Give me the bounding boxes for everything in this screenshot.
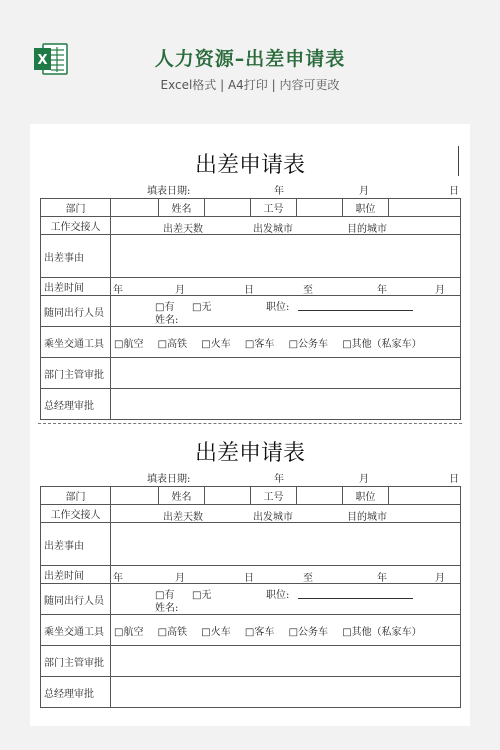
transport-train[interactable]: □火车 — [201, 338, 231, 350]
form-title: 出差申请表 — [194, 441, 305, 466]
trip-form-2 — [0, 436, 500, 726]
none-checkbox[interactable]: □无 — [192, 302, 212, 313]
dept-value[interactable] — [111, 487, 159, 505]
trip-info-cell[interactable] — [111, 217, 461, 235]
transport-other[interactable]: □其他（私家车） — [342, 338, 422, 350]
table-row — [41, 327, 461, 358]
companions-label: 随同出行人员 — [41, 296, 111, 327]
table-row — [41, 584, 461, 615]
has-checkbox[interactable]: □有 — [155, 590, 175, 601]
date-year: 年 — [274, 186, 284, 197]
comp-name-label: 姓名: — [155, 603, 179, 614]
position-label: 职位 — [343, 487, 389, 505]
none-checkbox[interactable]: □无 — [192, 590, 212, 601]
dept-label: 部门 — [41, 199, 111, 217]
transport-air[interactable]: □航空 — [114, 338, 144, 350]
handover-label: 工作交接人 — [41, 217, 111, 235]
transport-official[interactable]: □公务车 — [288, 626, 329, 638]
dept-approval-label: 部门主管审批 — [41, 646, 111, 677]
table-row — [41, 199, 461, 217]
position-value[interactable] — [389, 487, 461, 505]
trip-days-label: 出差天数 — [163, 224, 203, 235]
page-subtitle: Excel格式 | A4打印 | 内容可更改 — [160, 78, 340, 92]
table-row — [41, 278, 461, 296]
depart-city-label: 出发城市 — [253, 224, 293, 235]
trip-time-label: 出差时间 — [41, 278, 111, 296]
date-month: 月 — [359, 186, 369, 197]
name-value[interactable] — [205, 199, 251, 217]
table-row — [41, 235, 461, 278]
trip-time-value[interactable]: 年 月 日 至 年 月 — [111, 278, 461, 296]
table-row — [41, 358, 461, 389]
transport-options — [111, 615, 461, 646]
reason-value[interactable] — [111, 235, 461, 278]
dest-city-label: 目的城市 — [347, 512, 387, 523]
transport-bus[interactable]: □客车 — [244, 338, 275, 350]
dept-approval-value[interactable] — [111, 358, 461, 389]
table-row — [41, 566, 461, 584]
transport-label: 乘坐交通工具 — [41, 327, 111, 358]
companions-label: 随同出行人员 — [41, 584, 111, 615]
name-label: 姓名 — [159, 487, 205, 505]
table-row — [41, 677, 461, 708]
form-title: 出差申请表 — [194, 153, 305, 178]
comp-position-line — [298, 309, 413, 311]
comp-name-label: 姓名: — [155, 315, 179, 326]
dept-approval-label: 部门主管审批 — [41, 358, 111, 389]
transport-hsr[interactable]: □高铁 — [157, 626, 188, 638]
transport-label: 乘坐交通工具 — [41, 615, 111, 646]
gm-approval-label: 总经理审批 — [41, 677, 111, 708]
transport-hsr[interactable]: □高铁 — [157, 338, 188, 350]
dept-label: 部门 — [41, 487, 111, 505]
reason-label: 出差事由 — [41, 523, 111, 566]
transport-options — [111, 327, 461, 358]
comp-position-line — [298, 597, 413, 599]
gm-approval-label: 总经理审批 — [41, 389, 111, 420]
table-row — [41, 487, 461, 505]
date-year: 年 — [274, 474, 284, 485]
transport-other[interactable]: □其他（私家车） — [342, 626, 422, 638]
table-row — [41, 389, 461, 420]
trip-form-1 — [0, 148, 500, 438]
companions-value[interactable] — [111, 296, 461, 327]
table-row — [41, 523, 461, 566]
transport-train[interactable]: □火车 — [201, 626, 231, 638]
table-row — [41, 615, 461, 646]
gm-approval-value[interactable] — [111, 677, 461, 708]
handover-label: 工作交接人 — [41, 505, 111, 523]
position-label: 职位 — [343, 199, 389, 217]
dept-value[interactable] — [111, 199, 159, 217]
trip-time-value[interactable]: 年 月 日 至 年 月 — [111, 566, 461, 584]
comp-position-label: 职位: — [266, 590, 290, 601]
gm-approval-value[interactable] — [111, 389, 461, 420]
date-day: 日 — [449, 186, 459, 197]
date-day: 日 — [449, 474, 459, 485]
date-label: 填表日期: — [147, 186, 191, 197]
name-value[interactable] — [205, 487, 251, 505]
table-row — [41, 505, 461, 523]
name-label: 姓名 — [159, 199, 205, 217]
table-row — [41, 296, 461, 327]
form-table — [40, 198, 461, 420]
position-value[interactable] — [389, 199, 461, 217]
emp-id-label: 工号 — [251, 199, 297, 217]
transport-official[interactable]: □公务车 — [288, 338, 329, 350]
date-line — [0, 470, 500, 484]
transport-bus[interactable]: □客车 — [244, 626, 275, 638]
trip-info-cell[interactable] — [111, 505, 461, 523]
has-checkbox[interactable]: □有 — [155, 302, 175, 313]
emp-id-value[interactable] — [297, 199, 343, 217]
transport-air[interactable]: □航空 — [114, 626, 144, 638]
header — [0, 0, 500, 110]
date-line — [0, 182, 500, 196]
dest-city-label: 目的城市 — [347, 224, 387, 235]
dashed-separator — [38, 423, 462, 424]
companions-value[interactable] — [111, 584, 461, 615]
reason-value[interactable] — [111, 523, 461, 566]
emp-id-label: 工号 — [251, 487, 297, 505]
table-row — [41, 217, 461, 235]
trip-time-label: 出差时间 — [41, 566, 111, 584]
reason-label: 出差事由 — [41, 235, 111, 278]
svg-text:X: X — [37, 53, 48, 68]
trip-days-label: 出差天数 — [163, 512, 203, 523]
date-label: 填表日期: — [147, 474, 191, 485]
emp-id-value[interactable] — [297, 487, 343, 505]
depart-city-label: 出发城市 — [253, 512, 293, 523]
form-table — [40, 486, 461, 708]
page-title: 人力资源–出差申请表 — [154, 48, 346, 70]
comp-position-label: 职位: — [266, 302, 290, 313]
date-month: 月 — [359, 474, 369, 485]
table-row — [41, 646, 461, 677]
dept-approval-value[interactable] — [111, 646, 461, 677]
